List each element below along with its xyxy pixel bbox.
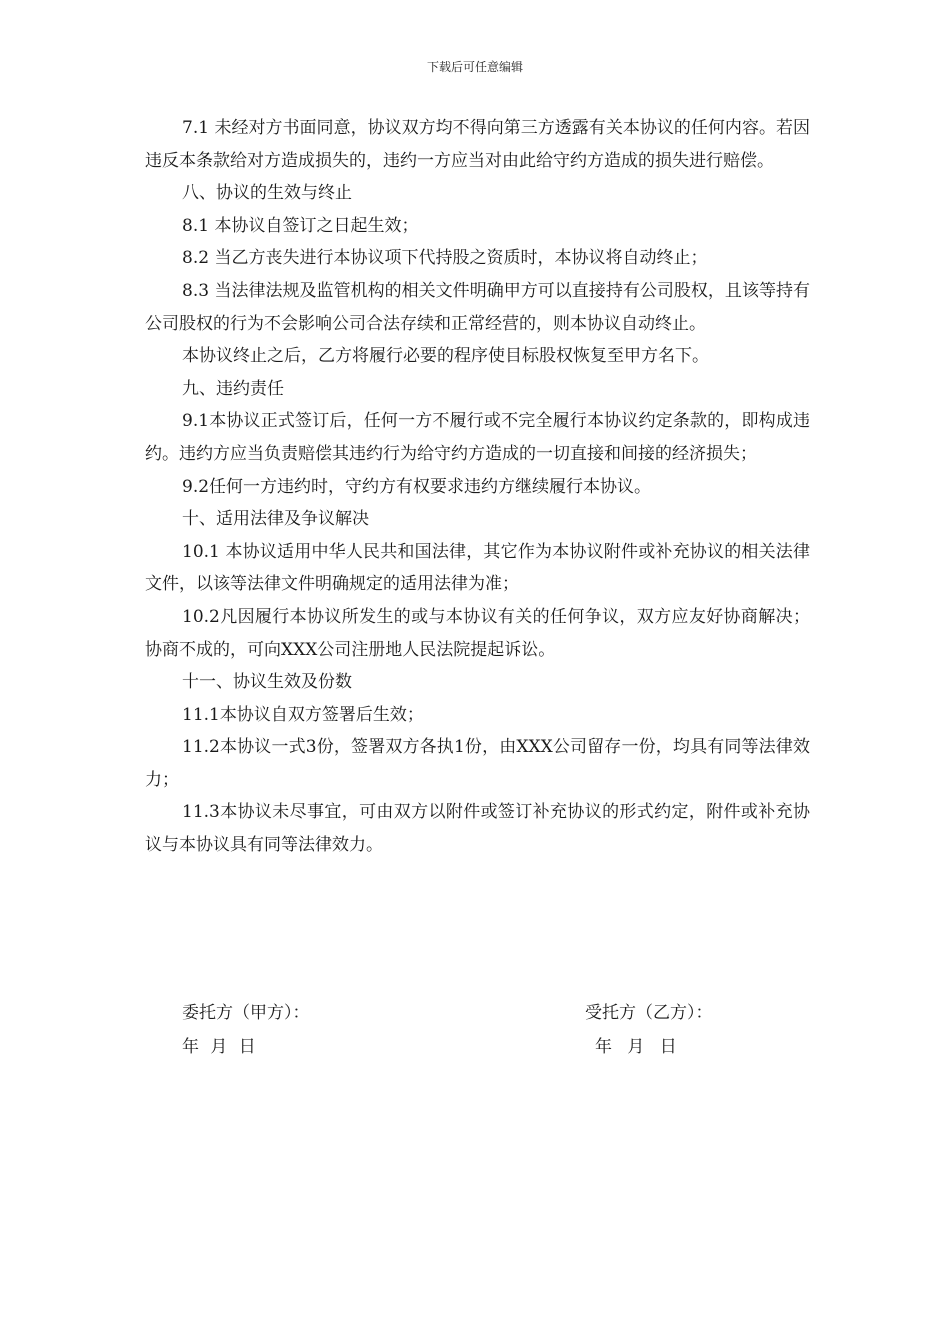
party-a-signature: [182, 996, 310, 1064]
section-heading-11: 十一、协议生效及份数: [182, 672, 352, 693]
clause-8-2: 8.2 当乙方丧失进行本协议项下代持股之资质时，本协议将自动终止；: [182, 248, 708, 269]
termination-note: 本协议终止之后，乙方将履行必要的程序使目标股权恢复至甲方名下。: [182, 346, 709, 367]
document-body: [145, 112, 810, 862]
clause-11-1: 11.1本协议自双方签署后生效；: [182, 704, 424, 725]
party-b-label: 受托方（乙方）：: [585, 1003, 713, 1023]
clause-9-2: 9.2任何一方违约时，守约方有权要求违约方继续履行本协议。: [182, 476, 652, 497]
section-heading-9: 九、违约责任: [182, 378, 284, 399]
clause-10-1: 10.1 本协议适用中华人民共和国法律，其它作为本协议附件或补充协议的相关法律文件，以该等法律文件明确规定的适用法律为准；: [145, 541, 810, 595]
clause-8-1: 8.1 本协议自签订之日起生效；: [182, 215, 419, 236]
section-heading-8: 八、协议的生效与终止: [182, 183, 352, 204]
party-a-label: 委托方（甲方）：: [182, 1003, 310, 1023]
clause-10-2: 10.2凡因履行本协议所发生的或与本协议有关的任何争议，双方应友好协商解决；协商不成的，可向XXX公司注册地人民法院提起诉讼。: [145, 606, 810, 660]
clause-11-3: 11.3本协议未尽事宜，可由双方以附件或签订补充协议的形式约定，附件或补充协议与本协议具有同等法律效力。: [145, 802, 810, 856]
clause-7-1: 7.1 未经对方书面同意，协议双方均不得向第三方透露有关本协议的任何内容。若因违反本条款给对方造成损失的，违约一方应当对由此给守约方造成的损失进行赔偿。: [145, 118, 810, 171]
party-a-date: 年 月 日: [182, 1037, 256, 1057]
party-b-signature: [585, 996, 713, 1064]
clause-9-1: 9.1本协议正式签订后，任何一方不履行或不完全履行本协议约定条款的，即构成违约。违约方应当负责赔偿其违约行为给守约方造成的一切直接和间接的经济损失；: [145, 411, 810, 464]
page-header-note: 下载后可任意编辑: [426, 60, 523, 74]
party-b-date: 年 月 日: [595, 1037, 677, 1057]
section-heading-10: 十、适用法律及争议解决: [182, 509, 369, 530]
clause-11-2: 11.2本协议一式3份，签署双方各执1份，由XXX公司留存一份，均具有同等法律效力；: [145, 737, 810, 790]
clause-8-3: 8.3 当法律法规及监管机构的相关文件明确甲方可以直接持有公司股权，且该等持有公司股权的行为不会影响公司合法存续和正常经营的，则本协议自动终止。: [145, 280, 810, 334]
